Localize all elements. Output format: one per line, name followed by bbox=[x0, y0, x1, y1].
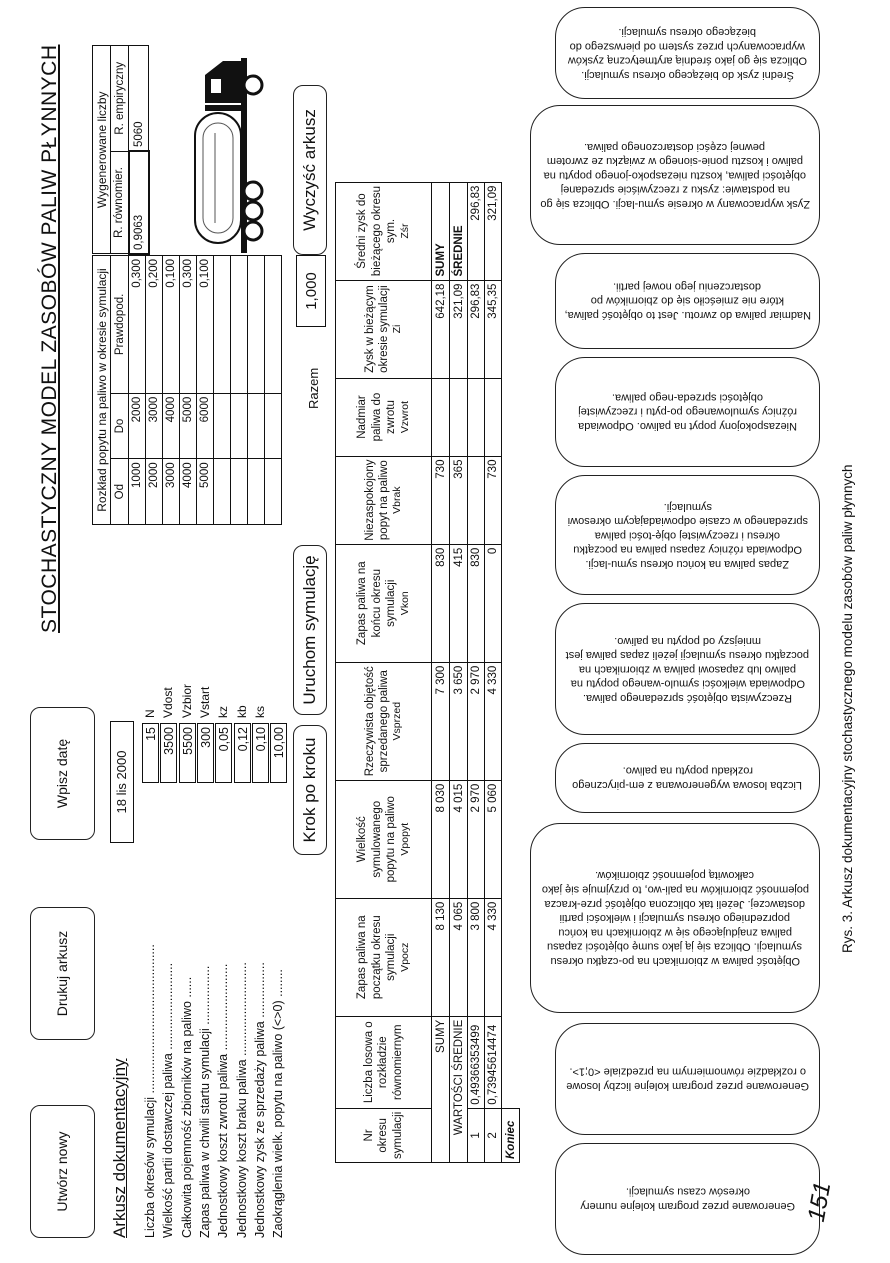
annotation-text: Średni zysk do bieżącego okresu symulacji. Oblicza się go jako średnią arytmetyczną zysków wypracowanych przez system od pierwszego do bieżącego okresu symulacji. bbox=[567, 25, 808, 81]
generated-title: Wygenerowane liczby bbox=[93, 46, 111, 255]
summary-label: WARTOŚCI ŚREDNIE bbox=[450, 1016, 468, 1162]
dist-empty-cell[interactable] bbox=[231, 256, 248, 394]
param-label: Zapas paliwa w chwili startu symulacji ................. bbox=[197, 965, 212, 1238]
annotation-text: Zysk wypracowany w okresie symu-lacji. Oblicza się go na podstawie: zysku z rzeczywiście sprzedanej objętości paliwa, kosztu niezaspoko-jonego popytu na paliwo i kosztu ponie-sionego w związku ze zwrotem pewnej części dostarczonego paliwa. bbox=[540, 140, 810, 210]
tanker-truck-icon bbox=[175, 43, 275, 263]
dist-empty-cell[interactable] bbox=[248, 393, 265, 459]
end-empty bbox=[502, 662, 520, 780]
column-header-text: Niezaspokojony popyt na paliwo bbox=[363, 459, 390, 541]
column-header-text: Liczba losowa o rozkładzie równomiernym bbox=[362, 1021, 404, 1104]
dist-from[interactable]: 1000 bbox=[129, 459, 146, 525]
dist-empty-cell[interactable] bbox=[231, 459, 248, 525]
dist-empty-cell[interactable] bbox=[265, 256, 282, 394]
table-cell-brak: 730 bbox=[485, 456, 502, 544]
column-header-text: Nadmiar paliwa do zwrotu bbox=[356, 392, 398, 442]
table-cell-sr: 296,83 bbox=[468, 182, 485, 280]
annotation-text: Niezaspokojony popyt na paliwo. Odpowiada różnicy symulowanego po-pytu i rzeczywistej objętości sprzeda-nego paliwa. bbox=[578, 391, 797, 433]
dist-empty-cell[interactable] bbox=[231, 393, 248, 459]
dist-header-prob: Prawdopod. bbox=[111, 256, 129, 394]
table-cell-popyt: 5 060 bbox=[485, 780, 502, 898]
column-header bbox=[336, 1108, 432, 1162]
summary-right-label: SUMY bbox=[432, 182, 450, 280]
end-marker: Koniec bbox=[502, 1108, 520, 1162]
end-empty bbox=[502, 280, 520, 378]
param-label: Jednostkowy koszt braku paliwa ........................... bbox=[234, 962, 249, 1238]
summary-cell: 642,18 bbox=[432, 280, 450, 378]
annotation-bubble bbox=[530, 823, 820, 1013]
summary-cell: 7 300 bbox=[432, 662, 450, 780]
table-cell-sprzed: 4 330 bbox=[485, 662, 502, 780]
doc-header: Arkusz dokumentacyjny bbox=[110, 1058, 129, 1238]
annotation-bubble bbox=[530, 105, 820, 245]
column-header-text: Rzeczywista objętość sprzedanego paliwa bbox=[363, 666, 390, 777]
dist-to[interactable]: 5000 bbox=[180, 393, 197, 459]
param-symbol: Vstart bbox=[197, 686, 212, 718]
annotation-bubble bbox=[555, 253, 820, 349]
summary-cell bbox=[432, 378, 450, 456]
annotation-bubble bbox=[555, 743, 820, 813]
column-header-symbol: Vbrak bbox=[391, 486, 404, 514]
annotation-text: Generowane przez program kolejne numery okresów czasu symulacji. bbox=[580, 1186, 795, 1213]
dist-prob[interactable]: 0,100 bbox=[163, 256, 180, 394]
column-header-symbol: Vsprzed bbox=[391, 701, 404, 741]
dist-from[interactable]: 4000 bbox=[180, 459, 197, 525]
annotation-bubble bbox=[555, 475, 820, 595]
summary-cell: 830 bbox=[432, 544, 450, 662]
table-cell-nr: 1 bbox=[468, 1108, 485, 1162]
summary-cell: 321,09 bbox=[450, 280, 468, 378]
column-header-text: Zysk w bieżącym okresie symulacji bbox=[363, 285, 390, 373]
param-value-field[interactable]: 10,00 bbox=[270, 723, 287, 783]
column-header-text: Średni zysk do bieżącego okresu sym. bbox=[356, 185, 398, 277]
end-empty bbox=[502, 780, 520, 898]
param-value-field[interactable]: 5500 bbox=[179, 723, 196, 783]
summary-cell: 8 030 bbox=[432, 780, 450, 898]
param-label: Całkowita pojemność zbiorników na paliwo ...... bbox=[179, 976, 194, 1238]
date-button[interactable]: Wpisz datę bbox=[30, 707, 95, 840]
generated-panel bbox=[92, 45, 150, 255]
summary-cell bbox=[450, 378, 468, 456]
column-header-symbol: Vzwrot bbox=[398, 400, 411, 434]
param-label: Wielkość partii dostawczej paliwa ......................... bbox=[161, 962, 176, 1238]
column-header bbox=[336, 544, 432, 662]
summary-cell: 4 015 bbox=[450, 780, 468, 898]
dist-row bbox=[180, 256, 197, 525]
param-value-field[interactable]: 300 bbox=[197, 723, 214, 783]
column-header bbox=[336, 378, 432, 456]
annotation-text: Objętość paliwa w zbiornikach na po-czątku okresu symulacji. Oblicza się ją jako sumę objętości zapasu paliwa znajdującego się w zbiornikach na końcu poprzedniego okresu symulacji i wielkości partii dostawczej. Jeżeli tak obliczona objętość prze-kracza pojemność zbiorników na pali-wo, to przyjmuje się jako całkowitą pojemność zbiorników. bbox=[541, 869, 809, 968]
column-header bbox=[336, 280, 432, 378]
table-cell-pocz: 4 330 bbox=[485, 898, 502, 1016]
annotation-text: Liczba losowa wygenerowana z em-pirycznego rozkładu popytu na paliwo. bbox=[572, 765, 803, 792]
annotation-bubble bbox=[555, 603, 820, 735]
column-header bbox=[336, 662, 432, 780]
dist-empty-row bbox=[265, 256, 282, 525]
dist-empty-row bbox=[214, 256, 231, 525]
step-button[interactable]: Krok po kroku bbox=[293, 725, 327, 855]
summary-cell: 3 650 bbox=[450, 662, 468, 780]
table-cell-sr: 321,09 bbox=[485, 182, 502, 280]
table-cell-nr: 2 bbox=[485, 1108, 502, 1162]
summary-cell: 730 bbox=[432, 456, 450, 544]
param-symbol: ks bbox=[252, 706, 267, 718]
dist-prob[interactable]: 0,100 bbox=[197, 256, 214, 394]
table-cell-pocz: 3 800 bbox=[468, 898, 485, 1016]
summary-cell: 4 065 bbox=[450, 898, 468, 1016]
annotation-text: Rzeczywista objętość sprzedanego paliwa. Odpowiada wielkości symulo-wanego popytu na paliwo lub zapasowi paliwa w zbiornikach na początku okresu symulacji jeżeli zapas paliwa jest mniejszy od popytu na paliwo. bbox=[565, 634, 810, 704]
generated-header-empirical: R. empiryczny bbox=[111, 46, 129, 152]
column-header-text: Wielkość symulowanego popytu na paliwo bbox=[356, 796, 398, 883]
annotation-text: Generowane przez program kolejne liczby losowe o rozkładzie równomiernym na przedziale <0;1>. bbox=[566, 1066, 809, 1093]
table-cell-zwrot bbox=[468, 378, 485, 456]
dist-header-to: Do bbox=[111, 393, 129, 459]
dist-to[interactable]: 3000 bbox=[146, 393, 163, 459]
dist-to[interactable]: 6000 bbox=[197, 393, 214, 459]
run-simulation-button[interactable]: Uruchom symulację bbox=[293, 545, 327, 715]
dist-prob[interactable]: 0,300 bbox=[180, 256, 197, 394]
dist-empty-cell[interactable] bbox=[214, 256, 231, 394]
param-symbol: kb bbox=[234, 705, 249, 718]
param-label: Jednostkowy koszt zwrotu paliwa ......................... bbox=[216, 963, 231, 1238]
column-header-symbol: Vpocz bbox=[398, 942, 411, 972]
param-value-field[interactable]: 3500 bbox=[160, 723, 177, 783]
column-header bbox=[336, 182, 432, 280]
table-cell-popyt: 2 970 bbox=[468, 780, 485, 898]
end-empty bbox=[502, 544, 520, 662]
table-row bbox=[468, 182, 485, 1162]
annotation-bubble bbox=[555, 357, 820, 467]
dist-row bbox=[129, 256, 146, 525]
table-cell-kon: 0 bbox=[485, 544, 502, 662]
dist-to[interactable]: 4000 bbox=[163, 393, 180, 459]
dist-header-from: Od bbox=[111, 459, 129, 525]
dist-row bbox=[146, 256, 163, 525]
param-symbol: N bbox=[143, 709, 157, 718]
generated-header-uniform: R. równomier. bbox=[111, 151, 129, 254]
dist-empty-cell[interactable] bbox=[265, 393, 282, 459]
averages-row bbox=[450, 182, 468, 1162]
column-header bbox=[336, 1016, 432, 1108]
end-empty bbox=[502, 456, 520, 544]
summary-cell: 415 bbox=[450, 544, 468, 662]
column-header-symbol: Vkon bbox=[398, 591, 411, 616]
param-label: Liczba okresów symulacji ........................................... bbox=[143, 944, 157, 1238]
column-header bbox=[336, 898, 432, 1016]
column-header-symbol: Zi bbox=[391, 324, 404, 334]
end-empty bbox=[502, 898, 520, 1016]
generated-empirical-value: 5060 bbox=[129, 46, 149, 152]
end-empty bbox=[502, 182, 520, 280]
summary-cell: 365 bbox=[450, 456, 468, 544]
dist-empty-cell[interactable] bbox=[248, 459, 265, 525]
table-cell-rand: 0,49366353499 bbox=[468, 1016, 485, 1108]
date-value[interactable]: 18 lis 2000 bbox=[110, 721, 134, 843]
dist-empty-cell[interactable] bbox=[248, 256, 265, 394]
table-cell-zwrot bbox=[485, 378, 502, 456]
end-empty bbox=[502, 1016, 520, 1108]
table-cell-sprzed: 2 970 bbox=[468, 662, 485, 780]
column-header bbox=[336, 456, 432, 544]
param-value-field[interactable]: 0,05 bbox=[215, 723, 232, 783]
param-value-field[interactable]: 15 bbox=[142, 723, 159, 783]
column-header-text: Nr okresu symulacji bbox=[362, 1111, 404, 1159]
page-number: 151 bbox=[802, 1179, 837, 1224]
dist-total-value: 1,000 bbox=[296, 255, 326, 327]
table-cell-zysk: 345,35 bbox=[485, 280, 502, 378]
distribution-title: Rozkład popytu na paliwo w okresie symulacji bbox=[93, 256, 111, 525]
clear-sheet-button[interactable]: Wyczyść arkusz bbox=[293, 85, 327, 255]
annotation-bubble bbox=[555, 7, 820, 99]
new-button[interactable]: Utwórz nowy bbox=[30, 1105, 95, 1238]
distribution-panel bbox=[92, 255, 282, 525]
param-label: Jednostkowy zysk ze sprzedaży paliwa ................ bbox=[252, 962, 267, 1238]
dist-to[interactable]: 2000 bbox=[129, 393, 146, 459]
annotation-text: Nadmiar paliwa do zwrotu. Jest to objętość paliwa, które nie zmieściło się do zbiorników po dostarczeniu jego nowej partii. bbox=[564, 280, 811, 322]
summary-right-label: ŚREDNIE bbox=[450, 182, 468, 280]
param-value-field[interactable]: 0,10 bbox=[252, 723, 269, 783]
param-value-field[interactable]: 0,12 bbox=[234, 723, 251, 783]
page-title: STOCHASTYCZNY MODEL ZASOBÓW PALIW PŁYNNYCH bbox=[38, 44, 61, 633]
figure-caption: Rys. 3. Arkusz dokumentacyjny stochastycznego modelu zasobów paliw płynnych bbox=[840, 464, 855, 953]
summary-cell: 8 130 bbox=[432, 898, 450, 1016]
dist-total-label: Razem bbox=[306, 367, 321, 409]
column-header-symbol: Zśr bbox=[398, 223, 411, 239]
summary-label: SUMY bbox=[432, 1016, 450, 1162]
dist-empty-row bbox=[248, 256, 265, 525]
param-symbol: Vdost bbox=[161, 687, 176, 718]
dist-empty-cell[interactable] bbox=[265, 459, 282, 525]
column-header-text: Zapas paliwa na początku okresu symulacji bbox=[356, 915, 398, 1000]
annotation-text: Zapas paliwa na końcu okresu symu-lacji. Odpowiada różnicy zapasu paliwa na początku okresu i rzeczywistej obję-tości paliwa sprzedanego w czasie odpowiadającym okresowi symulacji. bbox=[567, 500, 808, 570]
dist-empty-row bbox=[231, 256, 248, 525]
print-button[interactable]: Drukuj arkusz bbox=[30, 907, 95, 1040]
dist-row bbox=[163, 256, 180, 525]
annotation-bubble bbox=[555, 1023, 820, 1135]
dist-from[interactable]: 2000 bbox=[146, 459, 163, 525]
end-empty bbox=[502, 378, 520, 456]
table-cell-kon: 830 bbox=[468, 544, 485, 662]
annotation-bubble bbox=[555, 1143, 820, 1255]
column-header-text: Zapas paliwa na końcu okresu symulacji bbox=[356, 561, 398, 646]
results-panel bbox=[335, 182, 520, 1163]
param-label: Zaokrąglenia wielk. popytu na paliwo (<>0) ........ bbox=[271, 969, 286, 1238]
table-cell-rand: 0,73945614474 bbox=[485, 1016, 502, 1108]
dist-from[interactable]: 5000 bbox=[197, 459, 214, 525]
dist-prob[interactable]: 0,200 bbox=[146, 256, 163, 394]
end-row bbox=[502, 182, 520, 1162]
dist-row bbox=[197, 256, 214, 525]
table-cell-brak bbox=[468, 456, 485, 544]
dist-empty-cell[interactable] bbox=[214, 393, 231, 459]
column-header bbox=[336, 780, 432, 898]
param-symbol: Vzbior bbox=[179, 683, 194, 718]
generated-uniform-value: 0,9063 bbox=[129, 151, 149, 254]
sums-row bbox=[432, 182, 450, 1162]
dist-prob[interactable]: 0,300 bbox=[129, 256, 146, 394]
column-header-symbol: Vpopyt bbox=[398, 822, 411, 856]
dist-from[interactable]: 3000 bbox=[163, 459, 180, 525]
table-row bbox=[485, 182, 502, 1162]
table-cell-zysk: 296,83 bbox=[468, 280, 485, 378]
dist-empty-cell[interactable] bbox=[214, 459, 231, 525]
param-symbol: kz bbox=[216, 706, 231, 718]
